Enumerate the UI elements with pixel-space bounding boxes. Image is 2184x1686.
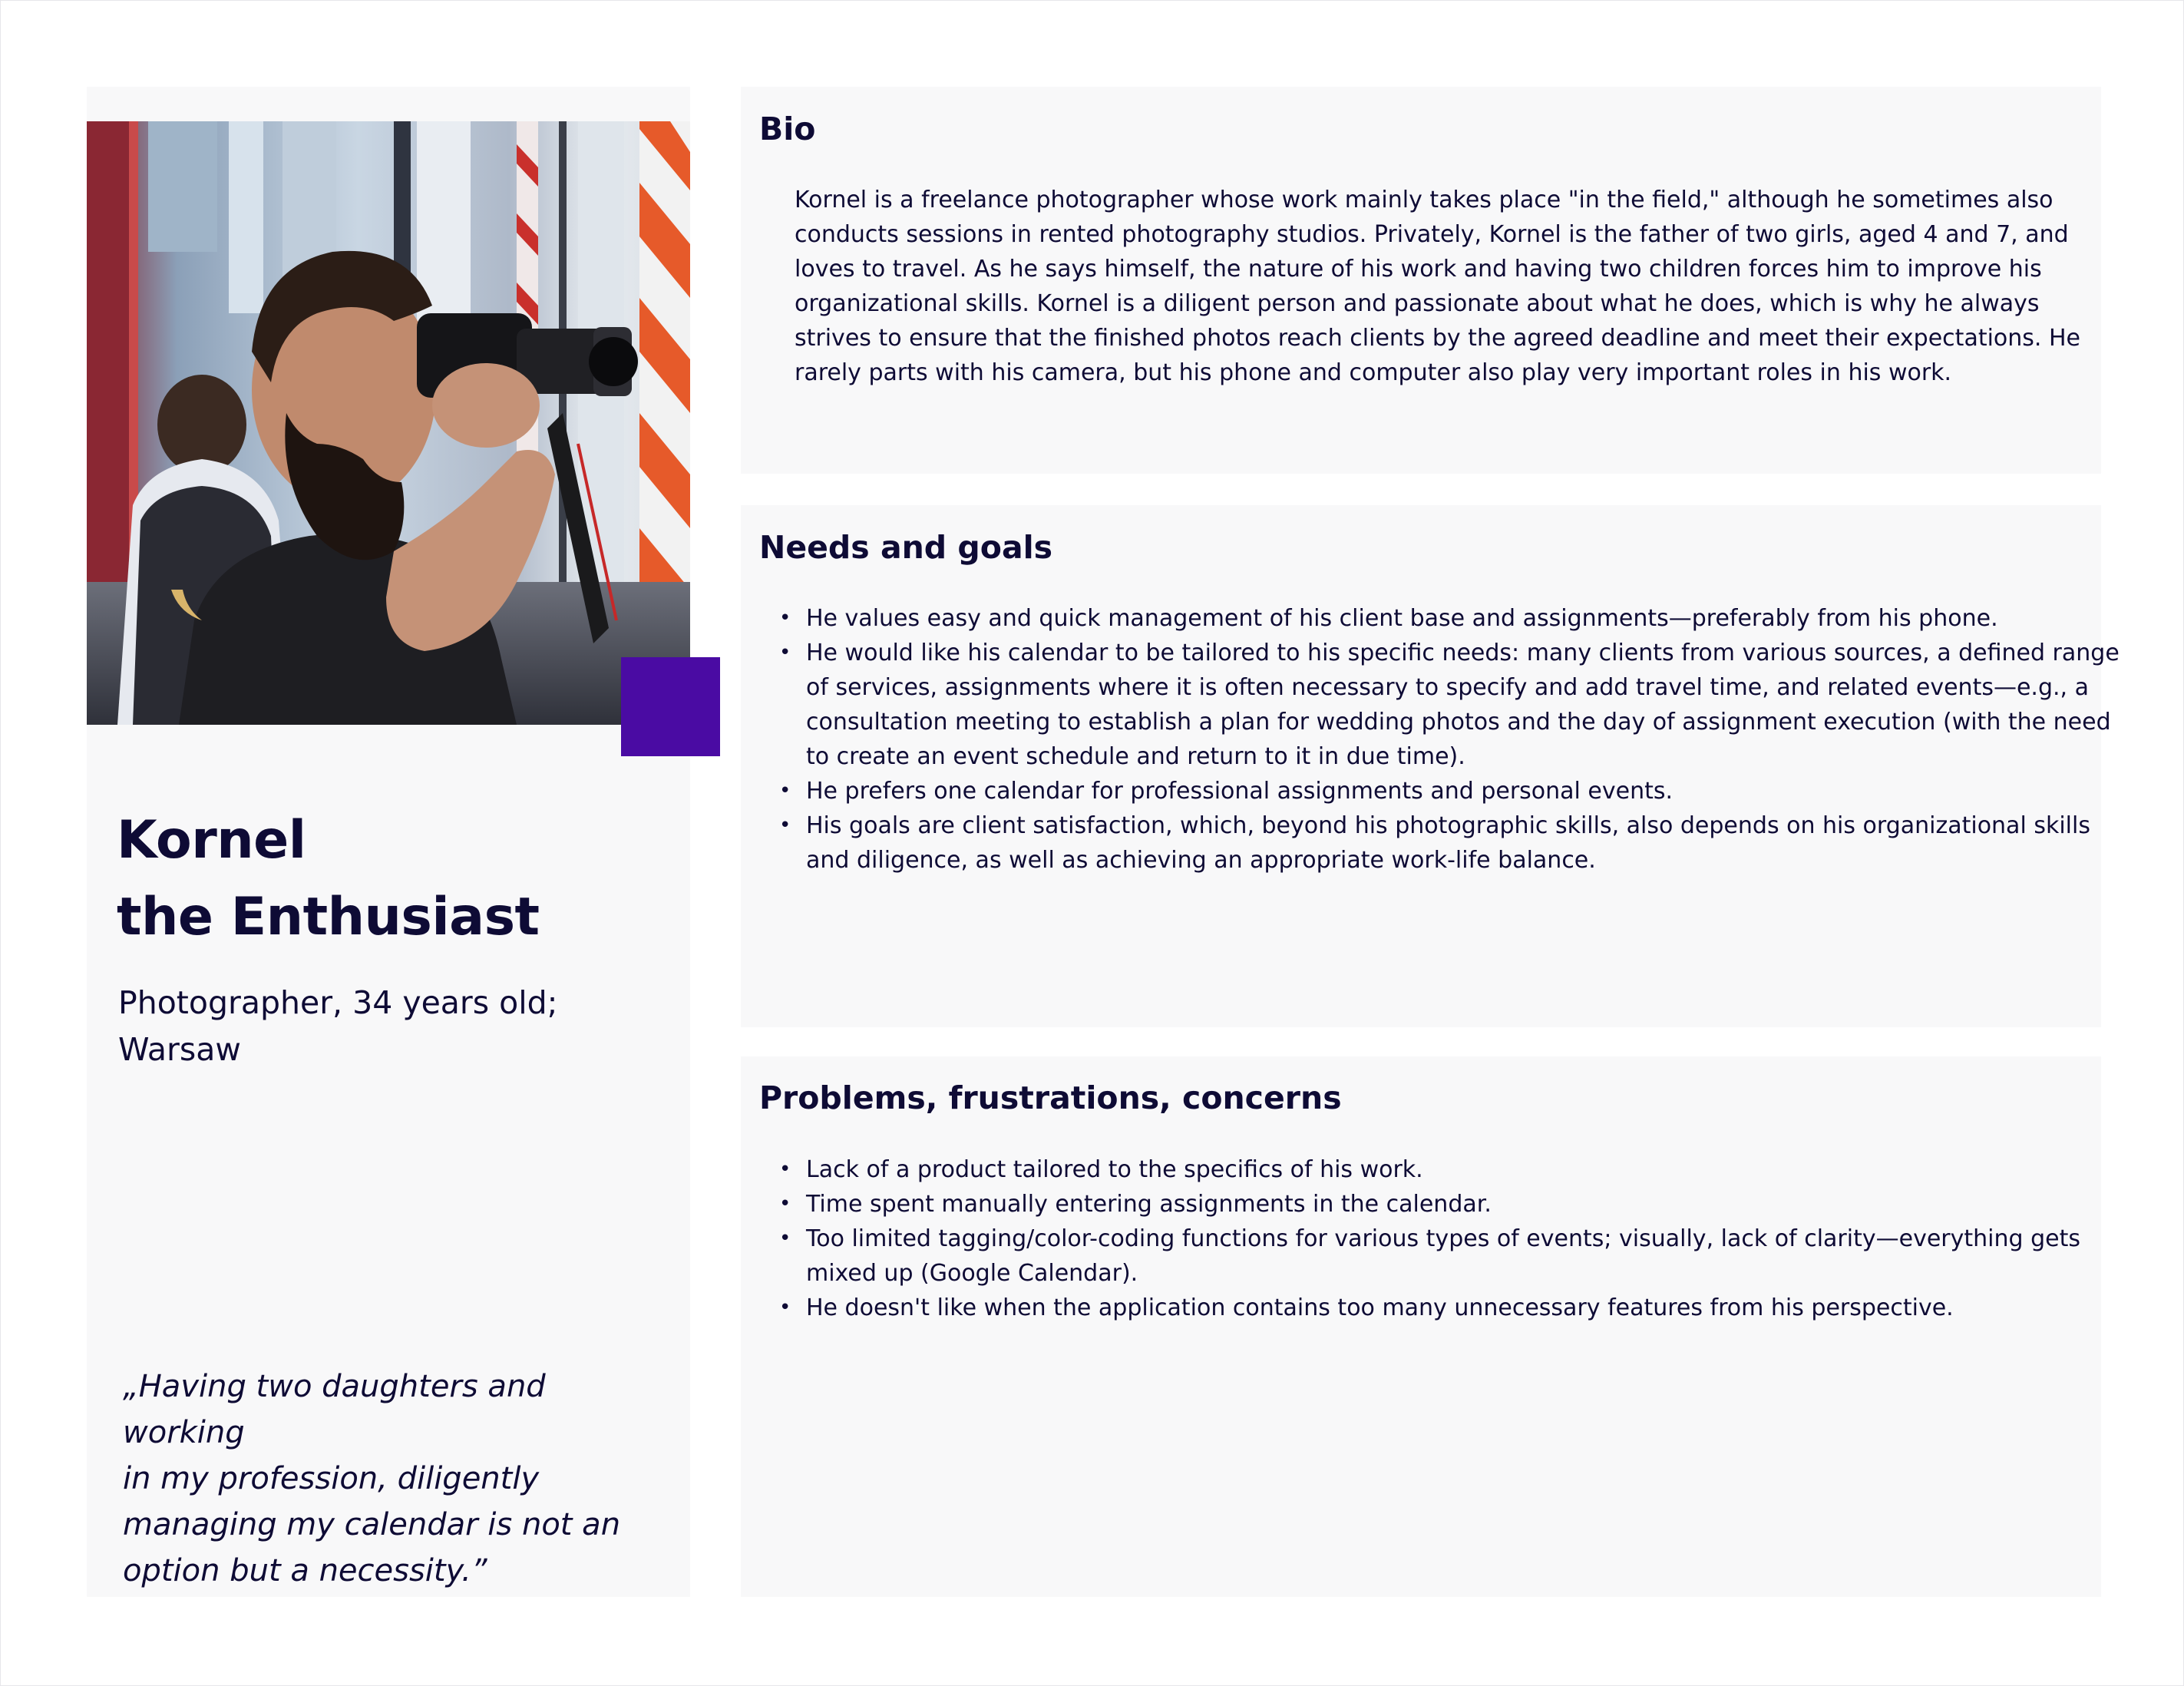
persona-name-line-1: Kornel — [117, 810, 306, 871]
list-item — [779, 808, 2090, 878]
persona-quote — [123, 1364, 653, 1594]
persona-name-line-2: the Enthusiast — [117, 887, 540, 947]
persona-location: Warsaw — [118, 1031, 241, 1068]
quote-line: „Having two daughters and working — [123, 1369, 546, 1450]
bio-line: conducts sessions in rented photography studios. Privately, Kornel is the father of two girls, aged 4 and 7, and — [795, 221, 2069, 248]
bullet-icon: • — [779, 1192, 791, 1215]
list-item — [779, 1291, 2084, 1325]
persona-occupation-age: Photographer, 34 years old; — [118, 984, 558, 1021]
list-item-line: Too limited tagging/color-coding functions for various types of events; visually, lack of clarity—everything gets — [806, 1225, 2080, 1252]
list-item-line: He prefers one calendar for professional assignments and personal events. — [806, 778, 1674, 805]
persona-name — [117, 802, 669, 956]
bio-line: Kornel is a freelance photographer whose work mainly takes place "in the field," although he sometimes also — [795, 187, 2053, 213]
problems-title: Problems, frustrations, concerns — [759, 1079, 1342, 1116]
bio-line: organizational skills. Kornel is a diligent person and passionate about what he does, which is why he always — [795, 290, 2040, 317]
list-item — [779, 1222, 2084, 1291]
bullet-icon: • — [779, 607, 791, 630]
bullet-icon: • — [779, 814, 791, 837]
list-item — [779, 1152, 2084, 1187]
problems-list — [779, 1152, 2084, 1325]
needs-list — [779, 601, 2120, 878]
list-item-line: He values easy and quick management of his client base and assignments—preferably from his phone. — [806, 605, 1998, 632]
list-item-line: His goals are client satisfaction, which, beyond his photographic skills, also depends on his organizational skills — [806, 812, 2090, 839]
list-item-line: consultation meeting to establish a plan for wedding photos and the day of assignment execution (with the need — [806, 709, 2111, 736]
bullet-icon: • — [779, 1296, 791, 1319]
problems-panel — [741, 1056, 2101, 1597]
bullet-icon: • — [779, 641, 791, 664]
persona-photo — [87, 121, 690, 725]
list-item-line: and diligence, as well as achieving an appropriate work-life balance. — [806, 847, 1596, 874]
bio-line: rarely parts with his camera, but his phone and computer also play very important roles in his work. — [795, 359, 1952, 386]
list-item-line: of services, assignments where it is often necessary to specify and add travel time, and related events—e.g., a — [806, 674, 2089, 701]
bio-title: Bio — [759, 111, 816, 147]
quote-line: in my profession, diligently — [123, 1461, 540, 1496]
bullet-icon: • — [779, 779, 791, 802]
bio-line: loves to travel. As he says himself, the nature of his work and having two children forces him to improve his — [795, 256, 2042, 283]
needs-title: Needs and goals — [759, 529, 1053, 566]
persona-meta — [118, 980, 656, 1073]
list-item-line: Time spent manually entering assignments in the calendar. — [806, 1191, 1492, 1218]
bio-text — [795, 183, 2084, 390]
bio-line: strives to ensure that the finished photos reach clients by the agreed deadline and meet their expectations. He — [795, 325, 2081, 352]
list-item-line: to create an event schedule and return to it in due time). — [806, 743, 1465, 770]
list-item-line: mixed up (Google Calendar). — [806, 1260, 1138, 1287]
list-item — [779, 636, 2120, 774]
bullet-icon: • — [779, 1158, 791, 1181]
bullet-icon: • — [779, 1227, 791, 1250]
accent-square — [621, 657, 720, 756]
list-item — [779, 1187, 2084, 1222]
list-item — [779, 601, 2084, 636]
list-item — [779, 774, 2084, 808]
list-item-line: He doesn't like when the application contains too many unnecessary features from his perspective. — [806, 1294, 1954, 1321]
list-item-line: He would like his calendar to be tailored to his specific needs: many clients from various sources, a defined range — [806, 640, 2120, 666]
list-item-line: Lack of a product tailored to the specifics of his work. — [806, 1156, 1423, 1183]
quote-line: managing my calendar is not an — [123, 1507, 621, 1542]
quote-line: option but a necessity.” — [123, 1553, 487, 1588]
